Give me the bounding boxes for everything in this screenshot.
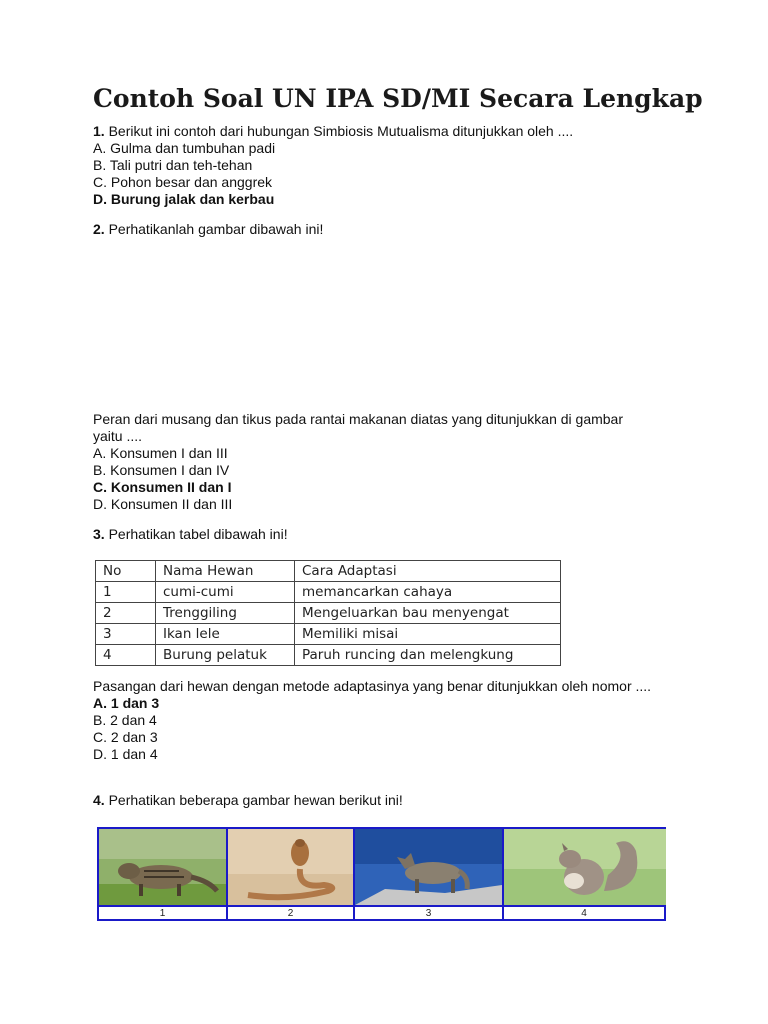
option: B. 2 dan 4 [93, 712, 157, 728]
squirrel-image [504, 829, 666, 905]
table-cell: Mengeluarkan bau menyengat [295, 603, 561, 624]
question-3-body [93, 678, 653, 763]
table-row [96, 624, 561, 645]
question-text: Peran dari musang dan tikus pada rantai makanan diatas yang ditunjukkan di gambar yaitu .... [93, 411, 623, 444]
table-row [96, 645, 561, 666]
table-cell: cumi-cumi [156, 582, 295, 603]
question-number: 1. [93, 123, 105, 139]
question-text: Perhatikanlah gambar dibawah ini! [104, 221, 324, 237]
option: B. Konsumen I dan IV [93, 462, 230, 478]
table-cell: memancarkan cahaya [295, 582, 561, 603]
civet-image [99, 829, 228, 905]
question-text: Perhatikan beberapa gambar hewan berikut ini! [104, 792, 403, 808]
table-row [96, 582, 561, 603]
image-number: 1 [99, 907, 228, 921]
image-number: 3 [355, 907, 504, 921]
option: C. Pohon besar dan anggrek [93, 174, 273, 190]
cobra-image [228, 829, 355, 905]
table-cell: Trenggiling [156, 603, 295, 624]
answer-option: D. Burung jalak dan kerbau [93, 191, 275, 207]
table-cell: 4 [96, 645, 156, 666]
image-number: 4 [581, 908, 587, 919]
question-text: Berikut ini contoh dari hubungan Simbiosis Mutualisma ditunjukkan oleh .... [104, 123, 574, 139]
question-3 [93, 526, 288, 543]
page-title: Contoh Soal UN IPA SD/MI Secara Lengkap [93, 84, 703, 113]
question-4 [93, 792, 403, 809]
image-number-row [99, 905, 664, 921]
question-text: Perhatikan tabel dibawah ini! [104, 526, 288, 542]
header-cell: Cara Adaptasi [295, 561, 561, 582]
table-cell: Paruh runcing dan melengkung [295, 645, 561, 666]
animal-image-table [97, 827, 666, 921]
question-text: Pasangan dari hewan dengan metode adaptasinya yang benar ditunjukkan oleh nomor .... [93, 678, 652, 694]
option: C. 2 dan 3 [93, 729, 158, 745]
question-2-body [93, 411, 653, 513]
question-number: 3. [93, 526, 105, 542]
header-cell: Nama Hewan [156, 561, 295, 582]
adaptation-table [95, 560, 561, 666]
wolf-image [355, 829, 504, 905]
question-number: 4. [93, 792, 105, 808]
option: A. Gulma dan tumbuhan padi [93, 140, 276, 156]
option: D. 1 dan 4 [93, 746, 158, 762]
table-cell: Burung pelatuk [156, 645, 295, 666]
header-cell: No [96, 561, 156, 582]
option: A. Konsumen I dan III [93, 445, 228, 461]
table-header-row [96, 561, 561, 582]
question-2 [93, 221, 323, 238]
question-number: 2. [93, 221, 105, 237]
option: B. Tali putri dan teh-tehan [93, 157, 253, 173]
answer-option: A. 1 dan 3 [93, 695, 160, 711]
answer-option: C. Konsumen II dan I [93, 479, 232, 495]
table-row [96, 603, 561, 624]
image-number: 2 [228, 907, 355, 921]
table-cell: Memiliki misai [295, 624, 561, 645]
table-cell: Ikan lele [156, 624, 295, 645]
table-cell: 3 [96, 624, 156, 645]
table-cell: 2 [96, 603, 156, 624]
table-cell: 1 [96, 582, 156, 603]
option: D. Konsumen II dan III [93, 496, 233, 512]
question-1 [93, 123, 573, 208]
